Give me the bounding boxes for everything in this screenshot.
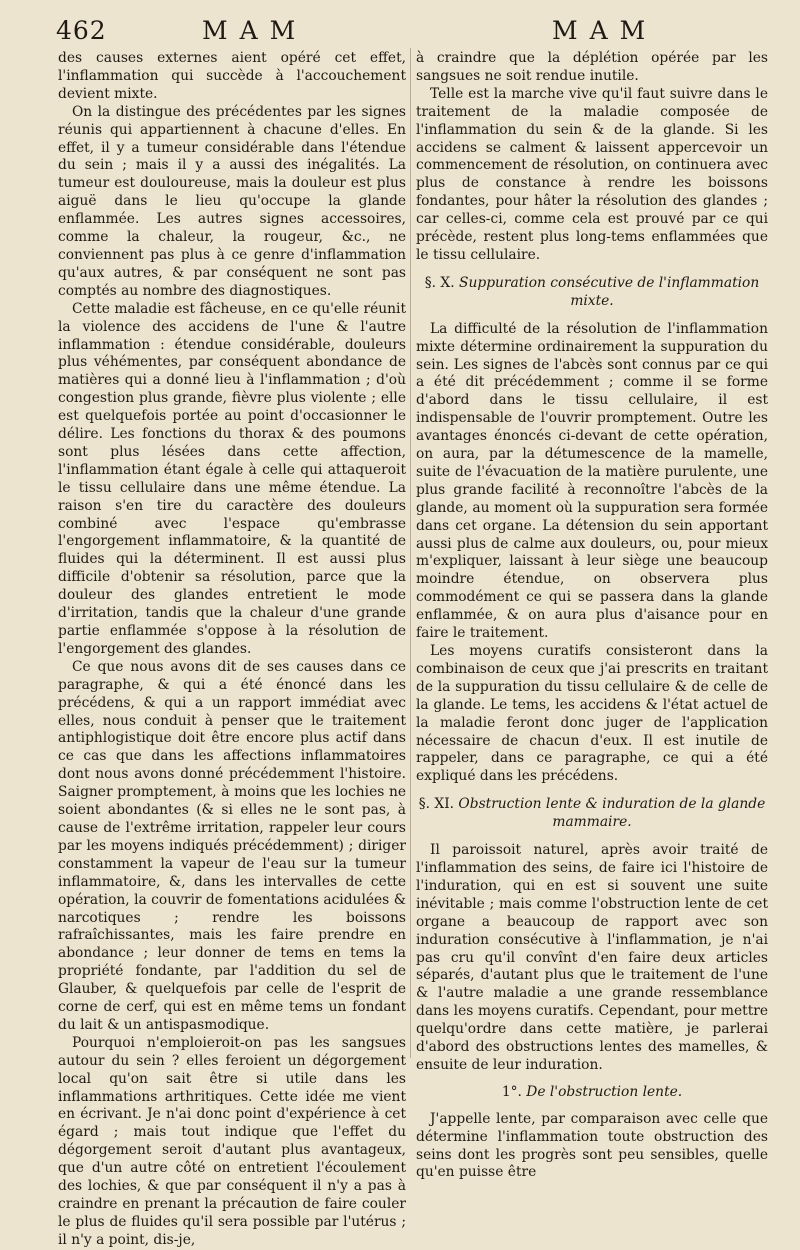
right-column — [416, 50, 768, 1181]
paragraph: On la distingue des précédentes par les signes réunis qui appartiennent à chacune d'elles. En effet, il y a tumeur considérable dans l'étendue du sein ; mais il y a aussi des inégalités. La tumeur est douloureuse, mais la douleur est plus aiguë dans le lieu qu'occupe la glande enflammée. Les autres signes accessoires, comme la chaleur, la rougeur, &c., ne conviennent pas plus à ce genre d'inflammation qu'aux autres, & par conséquent ne sont pas comptés au nombre des diagnostiques. — [58, 103, 406, 299]
column-divider — [410, 48, 411, 1058]
section-title: Suppuration consécutive de l'inflammation mixte. — [459, 274, 760, 309]
section-number: §. XI. — [418, 796, 455, 813]
paragraph: à craindre que la déplétion opérée par les sangsues ne soit rendue inutile. — [416, 50, 768, 84]
left-column — [58, 50, 406, 1248]
subsection-heading — [416, 1084, 768, 1102]
paragraph: Ce que nous avons dit de ses causes dans ce paragraphe, & qui a été énoncé dans les précédens, & qui a un rapport immédiat avec elles, nous conduit à penser que le traitement antiphlogistique doit être encore plus actif dans ce cas que dans les affections inflammatoires dont nous avons donné précédemment l'histoire. Saigner promptement, à moins que les lochies ne soient abondantes (& si elles ne le sont pas, à cause de l'extrême irritation, rappeler leur cours par les moyens indiqués précédemment) ; diriger constamment la vapeur de l'eau sur la tumeur inflammatoire, &, dans les intervalles de cette opération, la couvrir de fomentations acidulées & narcotiques ; rendre les boissons rafraîchissantes, mais les faire prendre en abondance ; leur donner de tems en tems la propriété fondante, par l'addition du sel de Glauber, & quelquefois par celle de l'esprit de corne de cerf, qui est en même tems un fondant du lait & un antispasmodique. — [58, 658, 406, 1033]
paragraph: des causes externes aient opéré cet effet, l'inflammation qui succède à l'accouchement devient mixte. — [58, 50, 406, 102]
paragraph: La difficulté de la résolution de l'inflammation mixte détermine ordinairement la suppuration du sein. Les signes de l'abcès sont connus par ce qui a été dit précédemment ; comme il se forme d'abord dans le tissu cellulaire, il est indispensable de l'ouvrir promptement. Outre les avantages énoncés ci-devant de cette opération, on aura, par la détumescence de la mamelle, suite de l'évacuation de la matière purulente, une plus grande facilité à reconnoître l'abcès de la glande, au moment où la suppuration sera formée dans cet organe. La détension du sein apportant aussi plus de calme aux douleurs, ou, pour mieux m'expliquer, laissant à leur siège une beaucoup moindre étendue, on observera plus commodément ce qui se passera dans la glande enflammée, & on aura plus d'aisance pour en faire le traitement. — [416, 320, 768, 642]
running-head-left: MAM — [202, 16, 308, 45]
section-heading-xi — [416, 796, 768, 832]
section-title: Obstruction lente & induration de la glande mammaire. — [458, 796, 766, 831]
subsection-title: De l'obstruction lente. — [526, 1083, 683, 1100]
paragraph: Cette maladie est fâcheuse, en ce qu'elle réunit la violence des accidens de l'une & l'autre inflammation : étendue considérable, douleurs plus véhémentes, par conséquent abondance de matières qui a donné lieu à l'inflammation ; d'où congestion plus grande, fièvre plus violente ; elle est quelquefois portée au point d'occasionner le délire. Les fonctions du thorax & des poumons sont plus lésées dans cette affection, l'inflammation étant égale à celle qui attaqueroit le tissu cellulaire dans une même étendue. La raison s'en tire du caractère des douleurs combiné avec l'espace qu'embrasse l'engorgement inflammatoire, & la quantité de fluides qui la déterminent. Il est aussi plus difficile d'obtenir sa résolution, parce que la douleur des glandes entretient le mode d'irritation, tandis que la chaleur d'une grande partie enflammée s'oppose à la résolution de l'engorgement des glandes. — [58, 300, 406, 657]
section-heading-x — [416, 275, 768, 311]
subsection-number: 1°. — [501, 1083, 522, 1100]
paragraph: Pourquoi n'emploieroit-on pas les sangsues autour du sein ? elles feroient un dégorgement local qu'on sait être si utile dans les inflammations arthritiques. Cette idée me vient en écrivant. Je n'ai donc point d'expérience à cet égard ; mais tout indique que l'effet du dégorgement seroit d'autant plus avantageux, que d'un autre côté on entretient l'écoulement des lochies, & que par conséquent il n'y a pas à craindre en prenant la précaution de faire couler le plus de fluides qu'il sera possible par l'utérus ; il n'y a point, dis-je, — [58, 1034, 406, 1248]
section-number: §. X. — [424, 274, 455, 291]
paragraph: J'appelle lente, par comparaison avec celle que détermine l'inflammation toute obstruction des seins dont les progrès sont peu sensibles, quelle qu'en puisse être — [416, 1110, 768, 1181]
page-number: 462 — [56, 16, 107, 45]
paragraph: Les moyens curatifs consisteront dans la combinaison de ceux que j'ai prescrits en traitant de la suppuration du tissu cellulaire & de celle de la glande. Le tems, les accidens & l'état actuel de la maladie feront donc juger de l'application nécessaire de chacun d'eux. Il est inutile de rappeler, dans ce paragraphe, ce qui a été expliqué dans les précédens. — [416, 643, 768, 785]
page-header — [52, 14, 780, 48]
paragraph: Telle est la marche vive qu'il faut suivre dans le traitement de la maladie composée de l'inflammation du sein & de la glande. Si les accidens se calment & laissent appercevoir un commencement de résolution, on continuera avec plus de constance à rendre les boissons fondantes, pour hâter la résolution des glandes ; car celles-ci, comme cela est prouvé par ce qui précède, restent plus long-tems enflammées que le tissu cellulaire. — [416, 85, 768, 263]
paragraph: Il paroissoit naturel, après avoir traité de l'inflammation des seins, de faire ici l'histoire de l'induration, qui en est si souvent une suite inévitable ; mais comme l'obstruction lente de cet organe a beaucoup de rapport avec son induration consécutive à l'inflammation, je n'ai pas cru qu'il convînt d'en faire deux articles séparés, d'autant plus que le traitement de l'une & l'autre maladie a une grande ressemblance dans les moyens curatifs. Cependant, pour mettre quelqu'ordre dans cette matière, je parlerai d'abord des obstructions lentes des mamelles, & ensuite de leur induration. — [416, 842, 768, 1073]
running-head-right: MAM — [552, 16, 658, 45]
